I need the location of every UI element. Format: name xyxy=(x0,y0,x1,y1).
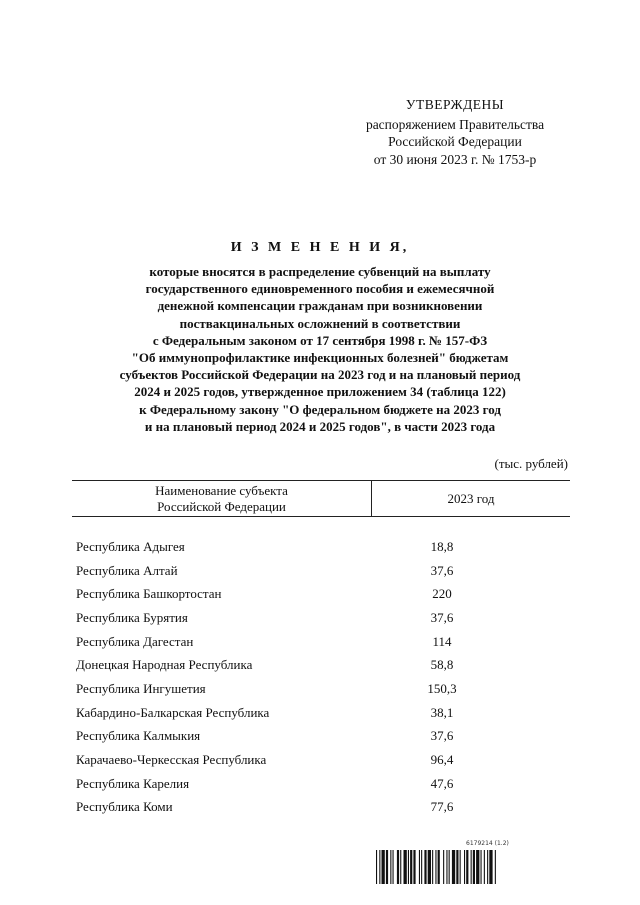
region-value: 37,6 xyxy=(430,609,454,625)
subsidy-table xyxy=(72,480,570,819)
region-value: 47,6 xyxy=(430,775,454,791)
region-value: 18,8 xyxy=(430,538,454,554)
region-name: Республика Ингушетия xyxy=(76,680,206,696)
approval-block xyxy=(340,96,570,168)
barcode-number: 6179214 (1.2) xyxy=(466,840,509,847)
subtitle-line: поствакцинальных осложнений в соответствии xyxy=(179,315,461,331)
table-header xyxy=(72,480,570,517)
region-name: Карачаево-Черкесская Республика xyxy=(76,752,267,768)
region-name: Республика Башкортостан xyxy=(76,586,222,602)
subtitle-line: субъектов Российской Федерации на 2023 год и на плановый период xyxy=(119,367,521,383)
region-name: Республика Коми xyxy=(76,799,173,815)
barcode-bar xyxy=(456,850,458,884)
region-name: Республика Бурятия xyxy=(76,609,188,625)
subtitle-line: которые вносятся в распределение субвенций на выплату xyxy=(149,264,491,279)
table-row xyxy=(72,772,570,796)
barcode-bar xyxy=(397,850,399,884)
table-row xyxy=(72,630,570,654)
barcode-bar xyxy=(481,850,482,884)
barcode-bar xyxy=(408,850,409,884)
subtitle-line: и на плановый период 2024 и 2025 годов", в части 2023 года xyxy=(144,418,496,434)
header-subject-line-1: Наименование субъекта xyxy=(155,483,288,498)
region-name: Республика Алтай xyxy=(76,562,178,578)
region-name: Республика Калмыкия xyxy=(76,728,201,744)
region-value: 220 xyxy=(432,586,452,602)
barcode-bar xyxy=(393,850,394,884)
barcode-bar xyxy=(435,850,436,884)
table-row xyxy=(72,677,570,701)
barcode-bar xyxy=(476,850,479,884)
barcode-bar xyxy=(466,850,468,884)
region-name: Республика Адыгея xyxy=(76,538,185,554)
barcode-bar xyxy=(495,850,496,884)
barcode-bar xyxy=(413,850,415,884)
barcode-bar xyxy=(471,850,472,884)
barcode-bar xyxy=(386,850,388,884)
subtitle-line: государственного единовременного пособия и ежемесячной xyxy=(145,281,495,297)
table-body xyxy=(72,517,570,819)
barcode-bar xyxy=(473,850,475,884)
barcode-icon xyxy=(376,850,572,884)
approval-title: УТВЕРЖДЕНЫ xyxy=(405,97,505,112)
barcode-bar xyxy=(489,850,492,884)
region-value: 37,6 xyxy=(430,562,454,578)
barcode-bar xyxy=(421,850,422,884)
region-value: 150,3 xyxy=(427,680,457,696)
barcode-bar xyxy=(443,850,444,884)
barcode-bar xyxy=(376,850,377,884)
header-subject-line-2: Российской Федерации xyxy=(157,498,286,514)
table-row xyxy=(72,653,570,677)
subtitle-line: 2024 и 2025 годов, утвержденное приложением 34 (таблица 122) xyxy=(134,384,506,400)
table-row xyxy=(72,606,570,630)
barcode-bar xyxy=(424,850,426,884)
region-name: Кабардино-Балкарская Республика xyxy=(76,704,270,720)
table-row xyxy=(72,748,570,772)
barcode-bar xyxy=(464,850,465,884)
approval-line-3: от 30 июня 2023 г. № 1753-р xyxy=(373,151,537,167)
subtitle-line: денежной компенсации гражданам при возникновении xyxy=(157,298,483,314)
barcode-bar xyxy=(460,850,461,884)
region-name: Донецкая Народная Республика xyxy=(76,657,253,673)
barcode-bar xyxy=(400,850,401,884)
region-value: 114 xyxy=(432,633,452,649)
barcode-bar xyxy=(379,850,380,884)
barcode-bar xyxy=(487,850,488,884)
barcode-bar xyxy=(449,850,450,884)
region-value: 96,4 xyxy=(430,752,454,768)
barcode-bar xyxy=(390,850,391,884)
barcode xyxy=(376,840,572,886)
header-subject-name xyxy=(72,481,372,516)
table-row xyxy=(72,559,570,583)
document-subtitle xyxy=(60,263,580,435)
region-name: Республика Карелия xyxy=(76,775,190,791)
subtitle-line: с Федеральным законом от 17 сентября 1998 г. № 157-ФЗ xyxy=(152,332,488,348)
barcode-bar xyxy=(452,850,455,884)
barcode-bar xyxy=(428,850,431,884)
barcode-bar xyxy=(438,850,440,884)
region-name: Республика Дагестан xyxy=(76,633,194,649)
barcode-bar xyxy=(410,850,412,884)
region-value: 37,6 xyxy=(430,728,454,744)
table-row xyxy=(72,582,570,606)
region-value: 77,6 xyxy=(430,799,454,815)
barcode-bar xyxy=(432,850,433,884)
barcode-bar xyxy=(446,850,447,884)
subtitle-line: к Федеральному закону "О федеральном бюджете на 2023 год xyxy=(139,401,501,417)
subtitle-line: "Об иммунопрофилактике инфекционных болезней" бюджетам xyxy=(131,350,509,366)
barcode-bar xyxy=(419,850,420,884)
table-row xyxy=(72,725,570,749)
document-title: И З М Е Н Е Н И Я, xyxy=(230,240,410,255)
approval-line-1: распоряжением Правительства xyxy=(365,116,545,132)
barcode-bar xyxy=(484,850,485,884)
approval-line-2: Российской Федерации xyxy=(388,134,522,149)
barcode-bar xyxy=(382,850,385,884)
header-year: 2023 год xyxy=(447,491,495,506)
table-row xyxy=(72,796,570,820)
table-row xyxy=(72,535,570,559)
region-value: 58,8 xyxy=(430,657,454,673)
unit-label: (тыс. рублей) xyxy=(494,456,568,471)
region-value: 38,1 xyxy=(430,704,454,720)
table-row xyxy=(72,701,570,725)
barcode-bar xyxy=(404,850,407,884)
